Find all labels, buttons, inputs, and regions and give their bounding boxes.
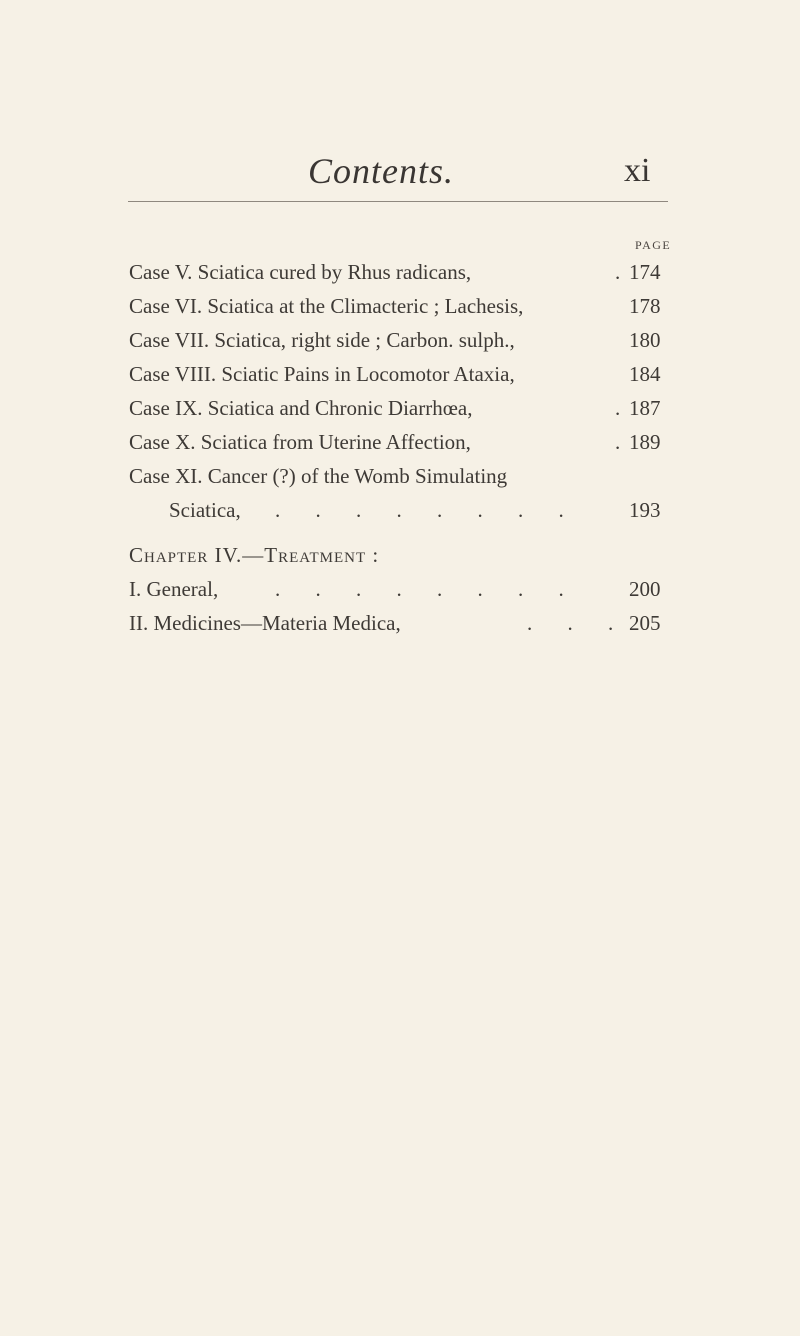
toc-entry — [129, 606, 669, 640]
toc-entry-title: Case VII. Sciatica, right side ; Carbon. sulph., — [129, 328, 515, 352]
toc-entry — [129, 357, 669, 391]
page-column-label: PAGE — [635, 238, 672, 252]
toc-entry-page: 180 — [629, 328, 661, 352]
toc-entry — [129, 289, 669, 323]
toc-entry-leader: . — [615, 430, 621, 454]
toc-entry-title: Case V. Sciatica cured by Rhus radicans, — [129, 260, 472, 284]
toc-entry-title: Case IX. Sciatica and Chronic Diarrhœa, — [129, 396, 473, 420]
toc-entry-title: Case X. Sciatica from Uterine Affection, — [129, 430, 471, 454]
toc-entry-leader: . — [615, 260, 621, 284]
toc-entry — [129, 459, 669, 493]
toc-entry-leader: . . . — [527, 611, 614, 635]
toc-entry — [129, 425, 669, 459]
toc-entry-page: 187 — [629, 396, 661, 420]
toc-entry-leader: . — [615, 396, 621, 420]
toc-entry-title: Case VIII. Sciatic Pains in Locomotor Ataxia, — [129, 362, 515, 386]
toc-entry-title: Case XI. Cancer (?) of the Womb Simulating — [129, 464, 508, 488]
toc-entry-page: 205 — [629, 611, 661, 635]
toc-entry-page: 200 — [629, 577, 661, 601]
toc-entry-page: 184 — [629, 362, 661, 386]
toc-entry-leader: . . . . . . . . — [275, 498, 564, 522]
toc-entry-page: 189 — [629, 430, 661, 454]
running-title: Contents. — [308, 151, 455, 191]
toc-entry-title: Case VI. Sciatica at the Climacteric ; Lachesis, — [129, 294, 524, 318]
toc-entry-page: 193 — [629, 498, 661, 522]
toc-entry — [129, 572, 669, 606]
toc-entry-title: Sciatica, — [169, 498, 241, 522]
header-rule — [128, 201, 668, 202]
chapter-heading: Chapter IV.—Treatment : — [129, 543, 380, 567]
toc-entry — [129, 255, 669, 289]
toc-entry — [129, 493, 669, 527]
toc-entry-page: 174 — [629, 260, 661, 284]
toc-entry-title: I. General, — [129, 577, 219, 601]
toc-entry-leader: . . . . . . . . — [275, 577, 564, 601]
toc-entry — [129, 323, 669, 357]
toc-entry-title: II. Medicines—Materia Medica, — [129, 611, 401, 635]
page-folio: xi — [624, 152, 651, 189]
toc-entry-page: 178 — [629, 294, 661, 318]
toc-entry — [129, 391, 669, 425]
